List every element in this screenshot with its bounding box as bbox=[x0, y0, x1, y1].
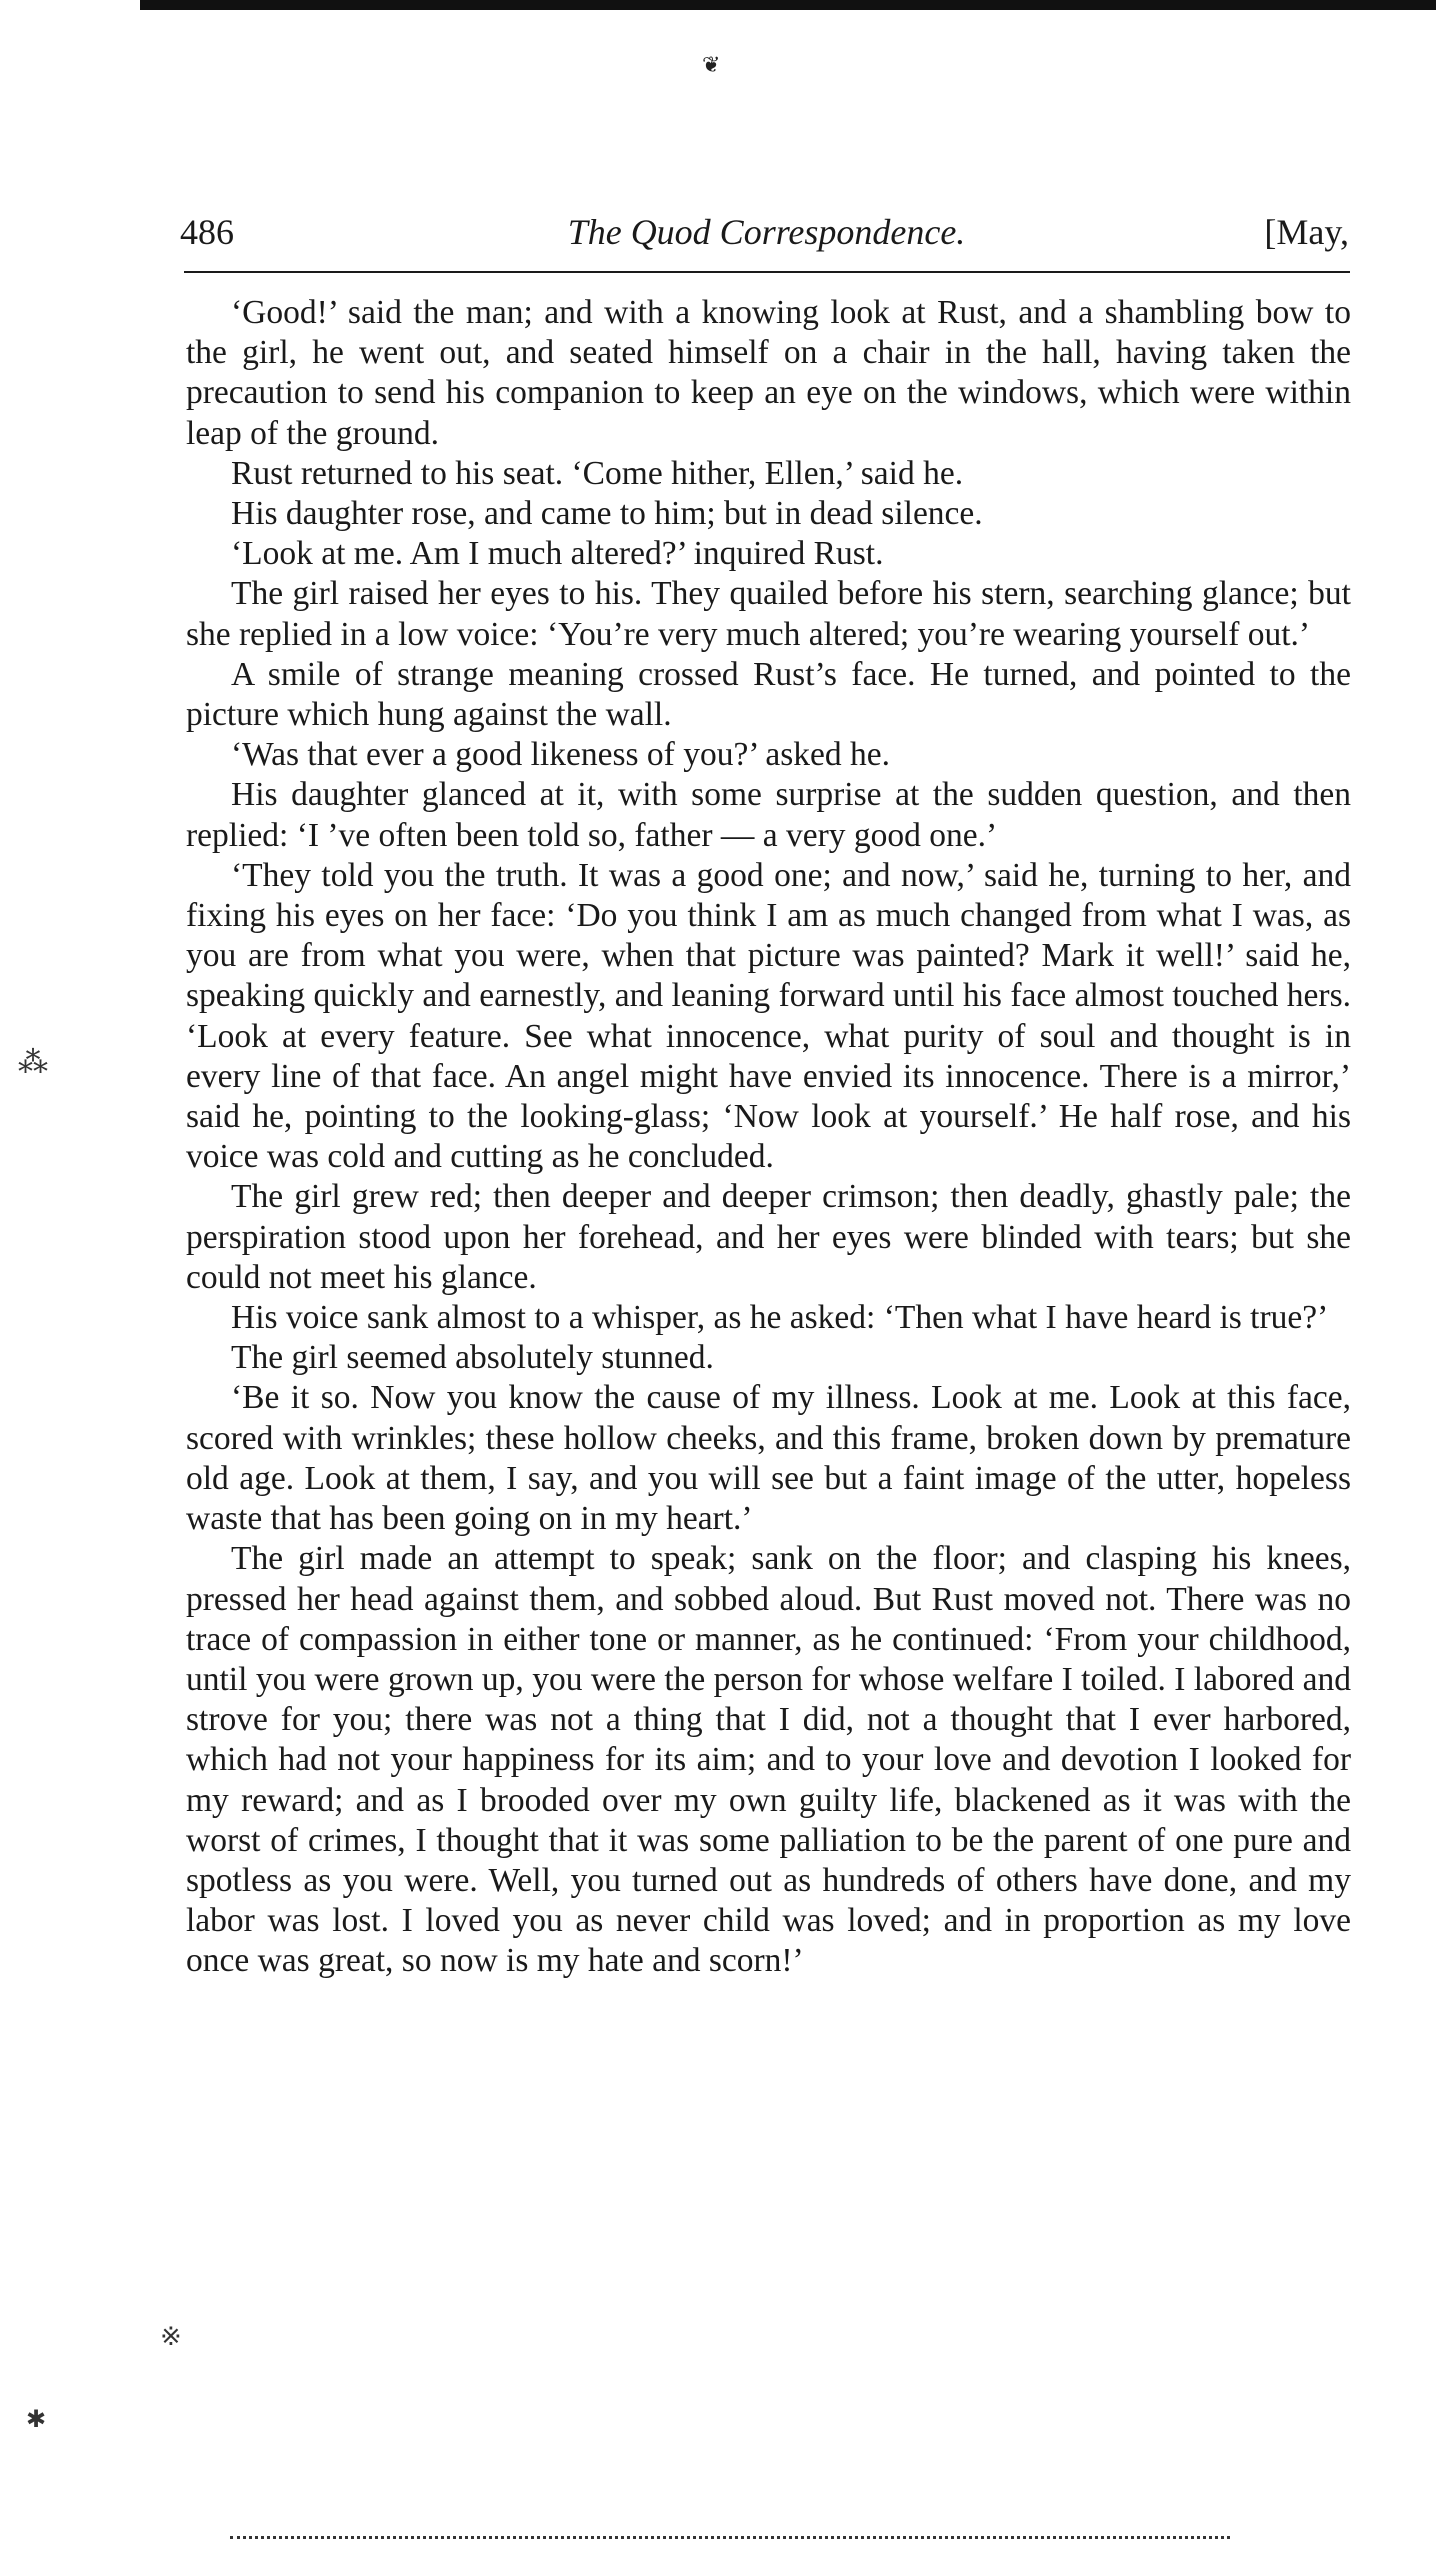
margin-ink-mark: ⁂ bbox=[18, 1046, 48, 1079]
page-number: 486 bbox=[180, 212, 234, 252]
paragraph: ‘Be it so. Now you know the cause of my illness. Look at me. Look at this face, scored with wrinkles; these hollow cheeks, and this frame, broken down by premature old age. Look at them, I say, and you will see but a faint image of the utter, hopeless waste that has been going on in my heart.’ bbox=[186, 1379, 1351, 1538]
ink-speck: ❦ bbox=[702, 52, 721, 77]
page-top-edge bbox=[140, 0, 1436, 10]
paragraph: His daughter rose, and came to him; but in dead silence. bbox=[231, 495, 983, 533]
paragraph: The girl seemed absolutely stunned. bbox=[231, 1339, 714, 1377]
paragraph: A smile of strange meaning crossed Rust’s face. He turned, and pointed to the picture which hung against the wall. bbox=[186, 655, 1351, 734]
paragraph: ‘Was that ever a good likeness of you?’ asked he. bbox=[231, 736, 891, 774]
margin-ink-mark: ※ bbox=[160, 2322, 182, 2351]
paragraph: His daughter glanced at it, with some surprise at the sudden question, and then replied: ‘I ’ve often been told so, father — a very good one.’ bbox=[186, 776, 1351, 854]
running-header bbox=[180, 206, 1353, 258]
paragraph: The girl made an attempt to speak; sank on the floor; and clasping his knees, pressed her head against them, and sobbed aloud. But Rust moved not. There was no trace of compassion in either tone or manner, as he continued: ‘From your childhood, until you were grown up, you were the person for whose welfare I toiled. I labored and strove for you; there was not a thing that I did, not a thought that I ever harbored, which had not your happiness for its aim; and to your love and devotion I looked for my reward; and as I brooded over my own guilty life, blackened as it was with the worst of crimes, I thought that it was some palliation to be the parent of one pure and spotless as you were. Well, you turned out as hundreds of others have done, and my labor was lost. I loved you as never child was loved; and in proportion as my love once was great, so now is my hate and scorn!’ bbox=[186, 1540, 1351, 1980]
paragraph: ‘They told you the truth. It was a good one; and now,’ said he, turning to her, and fixing his eyes on her face: ‘Do you think I am as much changed from what I was, as you are from what you were, when that picture was painted? Mark it well!’ said he, speaking quickly and earnestly, and leaning forward until his face almost touched hers. ‘Look at every feature. See what innocence, what purity of soul and thought is in every line of that face. An angel might have envied its innocence. There is a mirror,’ said he, pointing to the looking-glass; ‘Now look at yourself.’ He half rose, and his voice was cold and cutting as he concluded. bbox=[186, 856, 1351, 1176]
paragraph: ‘Good!’ said the man; and with a knowing look at Rust, and a shambling bow to the girl, he went out, and seated himself on a chair in the hall, having taken the precaution to send his companion to keep an eye on the windows, which were within leap of the ground. bbox=[186, 294, 1351, 452]
paragraph: His voice sank almost to a whisper, as he asked: ‘Then what I have heard is true?’ bbox=[231, 1299, 1329, 1337]
margin-ink-mark: ✱ bbox=[26, 2407, 47, 2433]
paragraph: Rust returned to his seat. ‘Come hither, Ellen,’ said he. bbox=[231, 454, 964, 492]
header-rule bbox=[184, 271, 1350, 273]
paragraph: The girl raised her eyes to his. They quailed before his stern, searching glance; but she replied in a low voice: ‘You’re very much altered; you’re wearing yourself out.’ bbox=[186, 575, 1351, 653]
paragraph: ‘Look at me. Am I much altered?’ inquired Rust. bbox=[231, 535, 884, 573]
header-month: [May, bbox=[1264, 212, 1349, 252]
paragraph: The girl grew red; then deeper and deeper crimson; then deadly, ghastly pale; the perspiration stood upon her forehead, and her eyes were blinded with tears; but she could not meet his glance. bbox=[186, 1178, 1351, 1296]
page-bottom-edge bbox=[230, 2536, 1230, 2543]
running-title: The Quod Correspondence. bbox=[567, 212, 966, 252]
body-text bbox=[186, 293, 1351, 1982]
